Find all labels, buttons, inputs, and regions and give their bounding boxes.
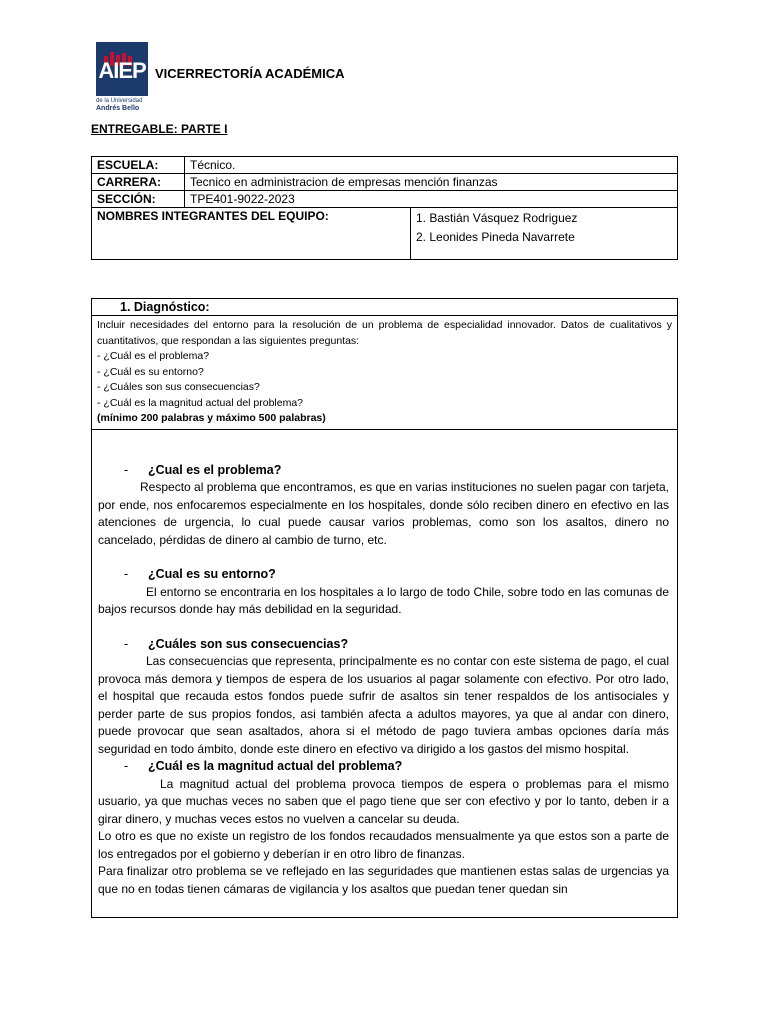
q4-title: ¿Cuál es la magnitud actual del problema? [148, 759, 403, 773]
q2-heading: - ¿Cual es su entorno? [124, 567, 276, 581]
table-row [92, 299, 678, 316]
instr-q2: - ¿Cuál es su entorno? [97, 365, 204, 378]
q3-heading: - ¿Cuáles son sus consecuencias? [124, 636, 349, 651]
nombres-label: NOMBRES INTEGRANTES DEL EQUIPO: [92, 208, 411, 260]
table-row [92, 174, 678, 191]
table-row [92, 191, 678, 208]
answers-cell [92, 429, 678, 917]
seccion-label: SECCIÓN: [92, 191, 185, 208]
table-row [92, 429, 678, 917]
diagnostico-table [91, 298, 678, 918]
table-row [92, 208, 678, 260]
q4-text-2: Lo otro es que no existe un registro de los fondos recaudados mensualmente ya que estos son a parte de los entregados por el gobierno y deberían ir en otro libro de finanzas. [98, 829, 669, 861]
logo-sub1: de la Universidad [96, 98, 143, 104]
logo-mark [96, 42, 148, 96]
carrera-label: CARRERA: [92, 174, 185, 191]
logo-sub2: Andrés Bello [96, 105, 140, 112]
header-title: VICERRECTORÍA ACADÉMICA [155, 66, 345, 81]
table-row [92, 316, 678, 430]
q1-text: Respecto al problema que encontramos, es que en varias instituciones no suelen pagar con tarjeta, por ende, nos enfocaremos especialmente en los hospitales, donde sólo reciben dinero en efectivo en las atenciones de urgencia, lo cual puede causar varios problemas, como son los asaltos, dinero no cancelado, pérdidas de dinero al cambio de turno, etc. [98, 480, 669, 547]
q3-text: Las consecuencias que representa, principalmente es no contar con este sistema de pago, el cual provoca más demora y tiempos de espera de los usuarios al pagar solamente con efectivo. Por otro lado, el hospital que recauda estos fondos puede sufrir de asaltos sin tener respaldos de los antisociales y perder parte de sus propios fondos, asi también afecta a adultos mayores, ya que al andar con dinero, puede provocar que sean asaltados, ahora si el método de pago tuviera ambas opciones daría más seguridad en todo ámbito, donde este dinero en efectivo va dirigido a los gastos del mismo hospital. [98, 654, 669, 756]
q3-title: ¿Cuáles son sus consecuencias? [148, 636, 349, 651]
member-1: 1. Bastián Vásquez Rodriguez [416, 211, 578, 225]
escuela-value: Técnico. [185, 157, 678, 174]
members-cell [411, 208, 678, 260]
info-table [91, 156, 678, 260]
logo-subtitle [96, 98, 152, 113]
member-2: 2. Leonides Pineda Navarrete [416, 230, 575, 244]
table-row [92, 157, 678, 174]
q1-title: ¿Cual es el problema? [148, 462, 282, 477]
q2-title: ¿Cual es su entorno? [148, 567, 276, 581]
instr-q4: - ¿Cuál es la magnitud actual del problema? [97, 396, 304, 409]
q4-heading: - ¿Cuál es la magnitud actual del problema? [124, 759, 403, 773]
logo-text: AIEP [98, 58, 146, 83]
q1-heading: - ¿Cual es el problema? [124, 462, 282, 477]
seccion-value: TPE401-9022-2023 [185, 191, 678, 208]
instructions-cell [92, 316, 678, 430]
instr-intro: Incluir necesidades del entorno para la resolución de un problema de especialidad innovador. Datos de cualitativos y cuantitativos, que respondan a las siguientes preguntas: [97, 319, 672, 347]
instr-q1: - ¿Cuál es el problema? [97, 350, 210, 362]
q2-text: El entorno se encontraria en los hospitales a lo largo de todo Chile, sobre todo en las comunas de bajos recursos donde hay más debilidad en la seguridad. [98, 584, 669, 616]
instr-limit: (mínimo 200 palabras y máximo 500 palabras) [97, 412, 326, 424]
q4-text-1: La magnitud actual del problema provoca tiempos de espera o problemas para el mismo usuario, ya que muchas veces no saben que el pago tiene que ser con efectivo y por lo tanto, deben ir a girar dinero, y muchas veces estos no vuelven a cancelar su deuda. [98, 776, 669, 826]
escuela-label: ESCUELA: [92, 157, 185, 174]
instr-q3: - ¿Cuáles son sus consecuencias? [97, 381, 260, 393]
entregable-title: ENTREGABLE: PARTE I [91, 122, 228, 136]
aiep-logo [96, 42, 148, 112]
diagnostico-title: 1. Diagnóstico: [92, 299, 678, 316]
carrera-value: Tecnico en administracion de empresas mención finanzas [185, 174, 678, 191]
q4-text-3: Para finalizar otro problema se ve reflejado en las seguridades que mantienen estas salas de urgencias ya que no en todas tienen cámaras de vigilancia y los asaltos que puedan tener quedan sin [98, 864, 669, 896]
